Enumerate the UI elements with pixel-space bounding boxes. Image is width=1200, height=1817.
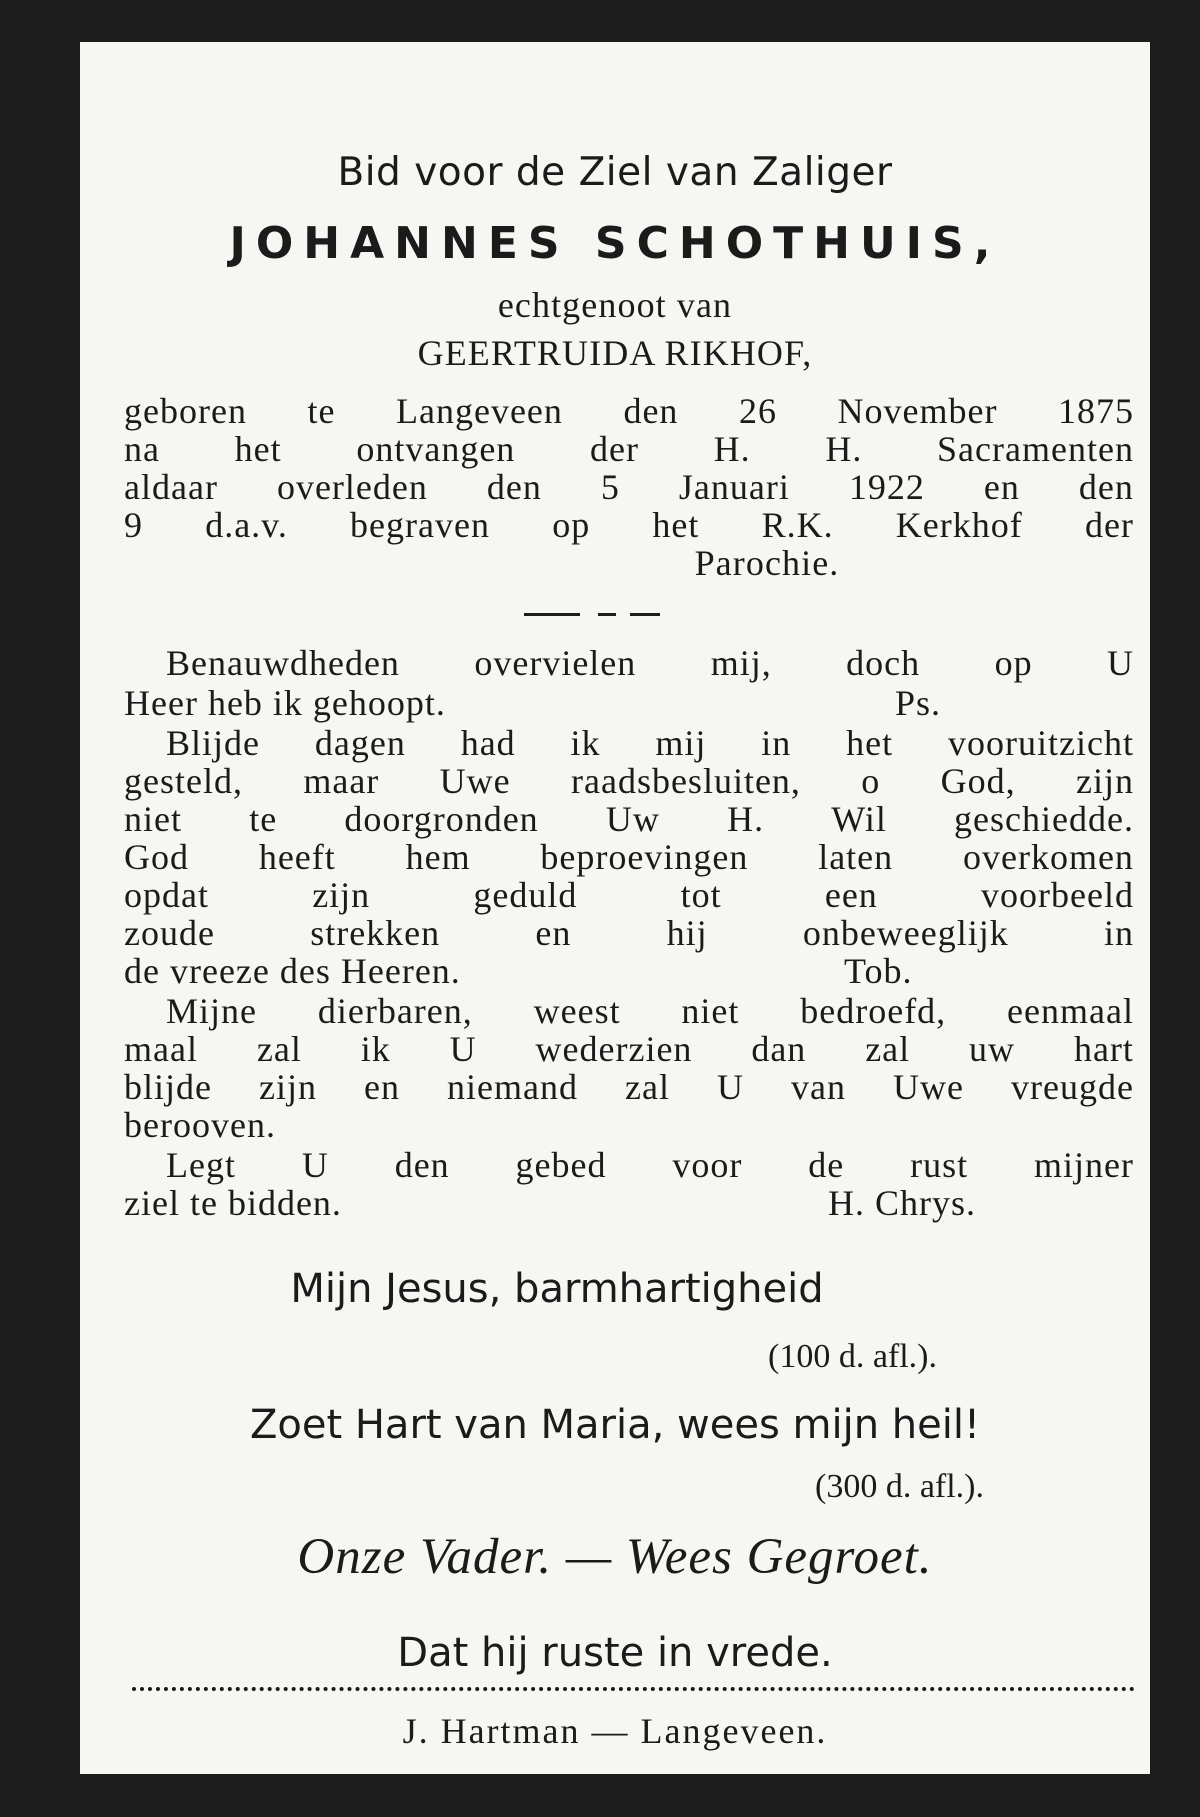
verse-word: doch [846,643,921,683]
verse-word: vreugde [1010,1067,1134,1107]
verse-line-1 [166,642,1134,684]
verse-word: uw [969,1029,1016,1069]
verse-word: zoude [124,913,215,953]
maria-indulgence: (300 d. afl.). [815,1468,985,1505]
birth-word: 26 [738,391,777,431]
verse-word: dagen [314,723,406,763]
verse-word: wederzien [535,1029,693,1069]
verse-word: van [790,1067,846,1107]
jesus-prayer: Mijn Jesus, barmhartigheid [290,1266,824,1312]
verse-word: Blijde [166,723,260,763]
verse-word: dierbaren, [317,991,473,1031]
verse-word: in [761,723,792,763]
verse-line-15: ziel te bidden. [124,1183,342,1223]
death-line [124,466,1134,508]
verse-word: den [394,1145,450,1185]
verse-word: hart [1073,1029,1134,1069]
verse-word: Wil [831,799,887,839]
death-word: overleden [276,467,428,507]
psalm-reference: Ps. [895,683,942,723]
verse-word: heeft [258,837,336,877]
burial-word: R.K. [761,505,834,545]
birth-word: Langeveen [396,391,563,431]
verse-word: God, [940,761,1016,801]
verse-word: eenmaal [1007,991,1134,1031]
verse-word: mij [655,723,707,763]
printer-credit: J. Hartman — Langeveen. [402,1711,828,1751]
verse-line-7 [124,874,1134,916]
verse-word: ik [360,1029,391,1069]
spouse-label: echtgenoot van [497,285,733,325]
sacrament-word: H. [825,429,863,469]
verse-word: laten [818,837,894,877]
burial-word: d.a.v. [205,505,288,545]
verse-word: ik [570,723,601,763]
verse-word: hem [405,837,471,877]
verse-word: o [861,761,881,801]
verse-line-6 [124,836,1134,878]
verse-word: overkomen [962,837,1134,877]
verse-word: zijn [312,875,371,915]
sacrament-word: het [234,429,282,469]
prayer-intro: Bid voor de Ziel van Zaliger [337,150,893,195]
tobit-reference: Tob. [844,951,913,991]
verse-word: tot [680,875,722,915]
birth-word: 1875 [1057,391,1134,431]
verse-word: voorbeeld [981,875,1134,915]
burial-word: 9 [124,505,143,545]
verse-word: doorgronden [344,799,539,839]
burial-word: der [1084,505,1134,545]
memorial-card-panel [80,42,1150,1774]
death-word: 1922 [848,467,925,507]
sacrament-word: na [124,429,160,469]
verse-word: U [449,1029,477,1069]
verse-word: het [846,723,894,763]
verse-word: dan [751,1029,807,1069]
burial-word: begraven [350,505,490,545]
verse-word: niet [681,991,740,1031]
death-word: en [983,467,1020,507]
verse-word: beproevingen [540,837,749,877]
verse-word: gesteld, [124,761,243,801]
verse-word: bedroefd, [800,991,947,1031]
verse-word: voor [672,1145,743,1185]
sacrament-word: ontvangen [356,429,516,469]
verse-word: op [994,643,1033,683]
verse-word: overvielen [474,643,637,683]
verse-word: U [716,1067,744,1107]
verse-word: en [364,1067,400,1107]
sacrament-word: der [590,429,639,469]
birth-word: geboren [124,391,247,431]
verse-word: niet [124,799,182,839]
verse-word: God [124,837,189,877]
verse-word: een [824,875,878,915]
sacrament-word: Sacramenten [937,429,1134,469]
verse-word: te [249,799,278,839]
verse-line-14 [166,1144,1134,1186]
verse-line-9: de vreeze des Heeren. [124,951,461,991]
burial-line [124,504,1134,546]
verse-word: de [808,1145,845,1185]
verse-word: raadsbesluiten, [571,761,801,801]
chrysostom-reference: H. Chrys. [828,1183,977,1223]
divider-short [598,613,616,616]
birth-word: November [837,391,998,431]
verse-line-12 [124,1066,1134,1108]
sacrament-word: H. [713,429,751,469]
verse-word: zijn [1076,761,1134,801]
verse-word: Uwe [892,1067,964,1107]
verse-word: onbeweeglijk [802,913,1009,953]
verse-line-2: Heer heb ik gehoopt. [124,683,446,723]
verse-word: zal [256,1029,302,1069]
verse-word: geschiedde. [954,799,1134,839]
verse-word: had [460,723,516,763]
divider-long [524,613,580,616]
verse-line-10 [166,990,1134,1032]
verse-word: U [301,1145,329,1185]
verse-word: Uwe [439,761,511,801]
verse-line-11 [124,1028,1134,1070]
burial-word: het [652,505,700,545]
verse-word: H. [727,799,765,839]
verse-line-4 [124,760,1134,802]
death-word: den [486,467,542,507]
verse-word: Uw [605,799,660,839]
our-father-prayer: Onze Vader. — Wees Gegroet. [297,1529,933,1585]
verse-word: hij [666,913,708,953]
verse-word: mijner [1033,1145,1134,1185]
maria-prayer: Zoet Hart van Maria, wees mijn heil! [249,1402,981,1448]
burial-word: op [552,505,591,545]
verse-word: gebed [515,1145,607,1185]
birth-line [124,390,1134,432]
verse-word: zal [624,1067,670,1107]
verse-line-8 [124,912,1134,954]
verse-word: zijn [259,1067,317,1107]
verse-word: weest [533,991,621,1031]
deceased-name: JOHANNES SCHOTHUIS, [229,218,1001,269]
spouse-name: GEERTRUIDA RIKHOF, [417,333,813,373]
verse-word: Benauwdheden [166,643,400,683]
verse-word: rust [910,1145,969,1185]
footer-dotted-rule [132,1687,1135,1691]
birth-word: den [623,391,679,431]
verse-word: vooruitzicht [948,723,1134,763]
verse-word: niemand [447,1067,578,1107]
jesus-indulgence: (100 d. afl.). [768,1338,938,1375]
verse-word: Mijne [166,991,257,1031]
verse-word: maar [303,761,380,801]
verse-word: opdat [124,875,209,915]
verse-word: mij, [710,643,772,683]
burial-word: Kerkhof [895,505,1023,545]
death-word: 5 [600,467,620,507]
sacrament-line [124,428,1134,470]
death-word: Januari [678,467,790,507]
verse-word: zal [865,1029,911,1069]
verse-line-3 [166,722,1134,764]
verse-word: strekken [310,913,441,953]
birth-word: te [307,391,336,431]
verse-word: U [1106,643,1134,683]
verse-word: geduld [473,875,578,915]
divider-medium [630,613,660,616]
parish-line: Parochie. [694,543,840,583]
verse-word: Legt [166,1145,236,1185]
rest-in-peace: Dat hij ruste in vrede. [397,1630,833,1676]
verse-word: maal [124,1029,198,1069]
verse-line-13: berooven. [124,1105,276,1145]
death-word: den [1078,467,1134,507]
verse-word: en [535,913,572,953]
death-word: aldaar [124,467,218,507]
verse-word: in [1103,913,1134,953]
verse-line-5 [124,798,1134,840]
verse-word: blijde [124,1067,212,1107]
